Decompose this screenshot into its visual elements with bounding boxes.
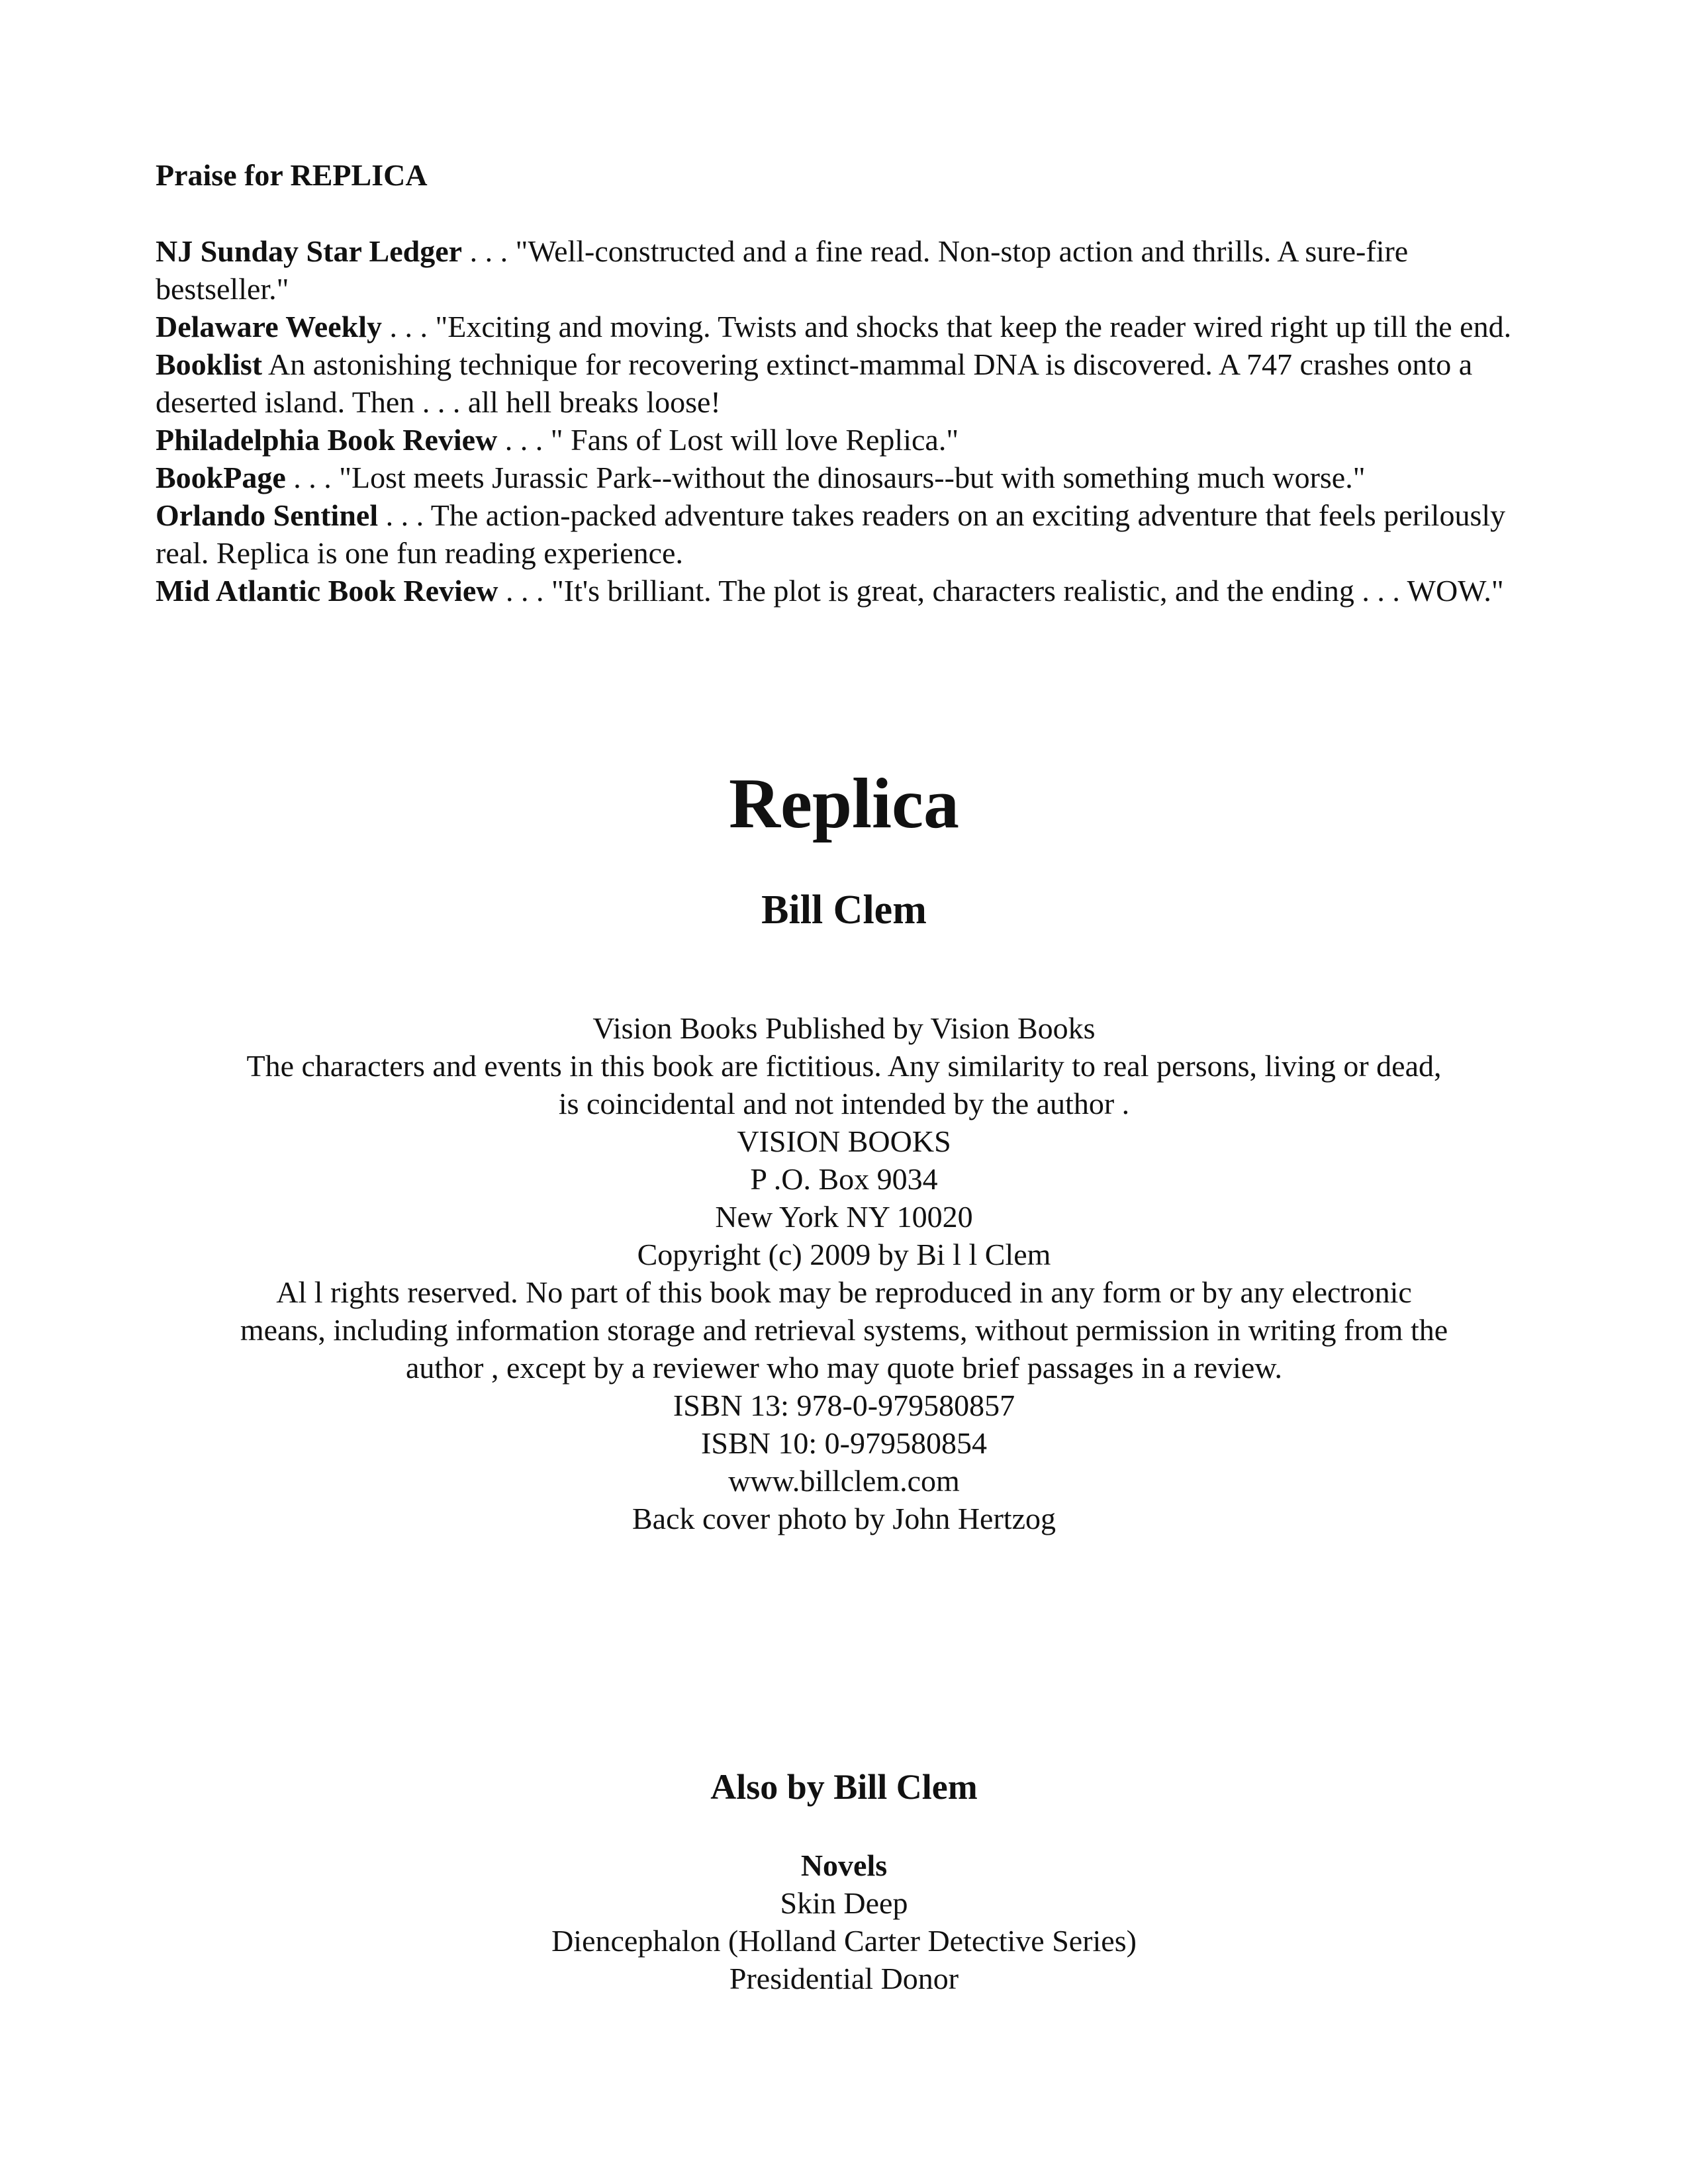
photo-credit: Back cover photo by John Hertzog xyxy=(632,1502,1056,1535)
review-source: Delaware Weekly xyxy=(156,310,382,343)
review-entry xyxy=(156,308,1532,345)
review-text: . . . "Lost meets Jurassic Park--without the dinosaurs--but with something much worse." xyxy=(285,461,1366,494)
book-title: Replica xyxy=(729,764,959,843)
book-author: Bill Clem xyxy=(761,887,927,933)
review-text: . . . The action-packed adventure takes readers on an exciting adventure that feels perilously real. Replica is one fun reading experience. xyxy=(156,498,1506,570)
review-source: BookPage xyxy=(156,461,286,494)
copyright: Copyright (c) 2009 by Bi l l Clem xyxy=(637,1238,1051,1271)
publisher-name: VISION BOOKS xyxy=(737,1124,951,1158)
review-entry xyxy=(156,345,1532,421)
review-source: Mid Atlantic Book Review xyxy=(156,574,498,608)
novel-title: Skin Deep xyxy=(780,1886,908,1920)
review-entry xyxy=(156,421,1532,459)
review-source: Orlando Sentinel xyxy=(156,498,379,532)
review-text: . . . "Well-constructed and a fine read. Non-stop action and thrills. A sure-fire bestseller." xyxy=(156,234,1409,306)
review-entry xyxy=(156,496,1532,572)
review-text: . . . " Fans of Lost will love Replica." xyxy=(497,423,959,457)
review-text: . . . "Exciting and moving. Twists and shocks that keep the reader wired right up till the end. xyxy=(381,310,1512,343)
also-by-heading: Also by Bill Clem xyxy=(710,1767,978,1807)
review-text: An astonishing technique for recovering extinct-mammal DNA is discovered. A 747 crashes onto a deserted island. Then . . . all hell breaks loose! xyxy=(156,347,1473,419)
review-entry xyxy=(156,572,1532,610)
publisher-line: Vision Books Published by Vision Books xyxy=(592,1011,1096,1045)
rights-notice: Al l rights reserved. No part of this book may be reproduced in any form or by any electronic means, including information storage and retrieval systems, without permission in writing from the author , except by a reviewer who may quote brief passages in a review. xyxy=(240,1275,1448,1385)
novels-list xyxy=(0,1846,1688,1997)
disclaimer: The characters and events in this book are fictitious. Any similarity to real persons, living or dead, is coincidental and not intended by the author . xyxy=(246,1049,1442,1120)
novels-label: Novels xyxy=(800,1848,888,1882)
imprint-section xyxy=(0,1009,1688,1537)
city: New York NY 10020 xyxy=(715,1200,973,1234)
review-source: Booklist xyxy=(156,347,263,381)
isbn-10: ISBN 10: 0-979580854 xyxy=(701,1426,987,1460)
novel-title: Diencephalon (Holland Carter Detective Series) xyxy=(551,1924,1137,1958)
review-source: NJ Sunday Star Ledger xyxy=(156,234,463,268)
review-entry xyxy=(156,232,1532,308)
review-entry xyxy=(156,459,1532,496)
website: www.billclem.com xyxy=(728,1464,960,1498)
isbn-13: ISBN 13: 978-0-979580857 xyxy=(673,1388,1015,1422)
review-text: . . . "It's brilliant. The plot is great, characters realistic, and the ending . . . WOW." xyxy=(498,574,1504,608)
praise-heading: Praise for REPLICA xyxy=(156,158,428,192)
praise-section xyxy=(156,156,1532,610)
po-box: P .O. Box 9034 xyxy=(750,1162,938,1196)
novel-title: Presidential Donor xyxy=(729,1962,959,1995)
review-source: Philadelphia Book Review xyxy=(156,423,498,457)
